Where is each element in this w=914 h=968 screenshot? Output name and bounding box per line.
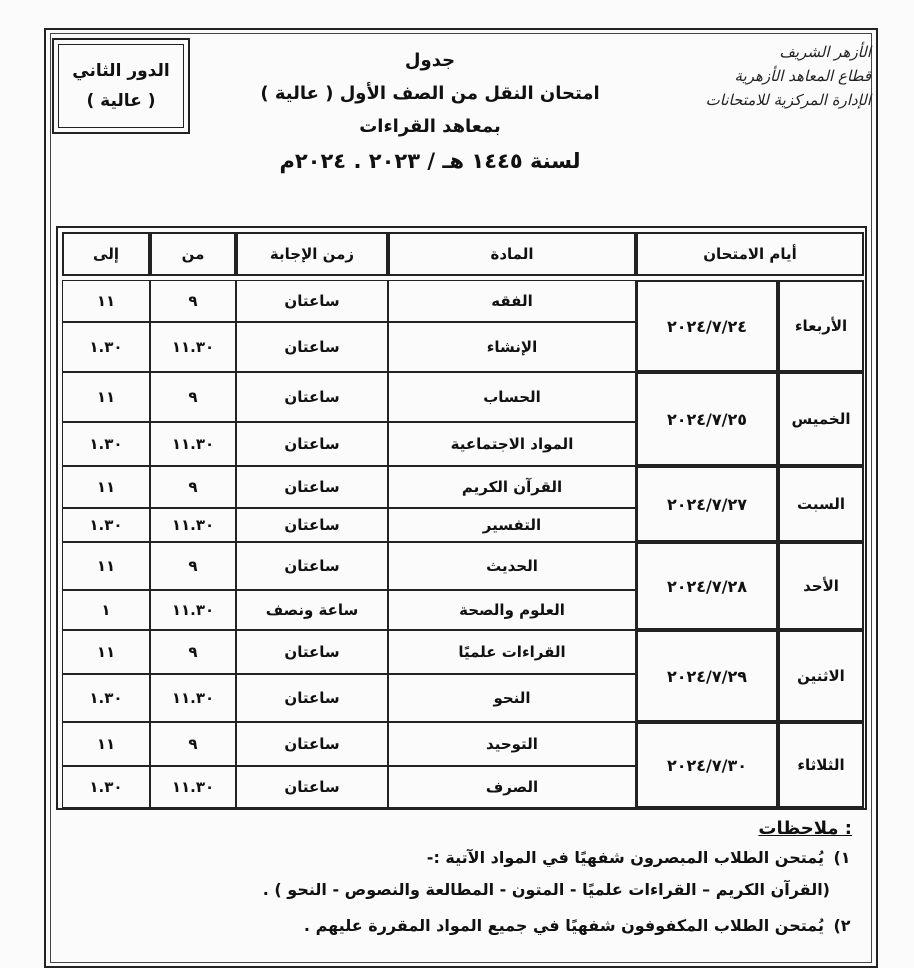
to-time-cell: ١.٣٠ [62,422,150,466]
from-time-cell: ١١.٣٠ [150,422,236,466]
title-exam: امتحان النقل من الصف الأول ( عالية ) [260,83,600,104]
date-cell: ٢٠٢٤/٧/٢٤ [636,280,778,372]
duration-cell: ساعتان [236,722,388,766]
subject-cell: القرآن الكريم [388,466,636,508]
exam-schedule-table [56,226,867,810]
notes-heading: ملاحظات : [758,818,852,839]
day-cell: الثلاثاء [778,722,864,808]
from-time-cell: ٩ [150,466,236,508]
from-time-cell: ٩ [150,542,236,590]
header-days: أيام الامتحان [636,232,864,276]
subject-cell: الحساب [388,372,636,422]
logo-line: الأزهر الشريف [779,43,871,61]
day-cell: الاثنين [778,630,864,722]
subject-cell: الحديث [388,542,636,590]
exam-round-box [52,38,190,134]
note-item: ١)يُمتحن الطلاب المبصرون شفهيًا في المواد الآتية :- [426,848,851,867]
logo-line: الإدارة المركزية للامتحانات [705,91,871,109]
duration-cell: ساعتان [236,508,388,542]
exam-level-label: ( عالية ) [86,91,156,111]
from-time-cell: ٩ [150,280,236,322]
subject-cell: الفقه [388,280,636,322]
from-time-cell: ١١.٣٠ [150,322,236,372]
to-time-cell: ١١ [62,372,150,422]
title-institutes: بمعاهد القراءات [359,116,501,137]
header-from: من [150,232,236,276]
azhar-logo-text [683,40,871,112]
to-time-cell: ١ [62,590,150,630]
duration-cell: ساعتان [236,766,388,808]
duration-cell: ساعتان [236,372,388,422]
from-time-cell: ٩ [150,372,236,422]
duration-cell: ساعتان [236,542,388,590]
from-time-cell: ٩ [150,630,236,674]
note-item: (القرآن الكريم – القراءات علميًا - المتون - المطالعة والنصوص - النحو ) . [262,880,830,899]
subject-cell: التوحيد [388,722,636,766]
day-cell: الخميس [778,372,864,466]
day-cell: الأحد [778,542,864,630]
from-time-cell: ١١.٣٠ [150,590,236,630]
to-time-cell: ١١ [62,722,150,766]
to-time-cell: ١١ [62,466,150,508]
date-cell: ٢٠٢٤/٧/٢٩ [636,630,778,722]
duration-cell: ساعتان [236,674,388,722]
to-time-cell: ١.٣٠ [62,674,150,722]
day-cell: الأربعاء [778,280,864,372]
title-schedule: جدول [404,50,456,71]
header-duration: زمن الإجابة [236,232,388,276]
from-time-cell: ١١.٣٠ [150,674,236,722]
to-time-cell: ١١ [62,542,150,590]
exam-round-label: الدور الثاني [72,61,170,81]
duration-cell: ساعة ونصف [236,590,388,630]
subject-cell: النحو [388,674,636,722]
subject-cell: الإنشاء [388,322,636,372]
from-time-cell: ١١.٣٠ [150,508,236,542]
duration-cell: ساعتان [236,630,388,674]
logo-line: قطاع المعاهد الأزهرية [734,67,871,85]
subject-cell: العلوم والصحة [388,590,636,630]
duration-cell: ساعتان [236,322,388,372]
to-time-cell: ١١ [62,280,150,322]
from-time-cell: ١١.٣٠ [150,766,236,808]
duration-cell: ساعتان [236,280,388,322]
duration-cell: ساعتان [236,466,388,508]
title-year: لسنة ١٤٤٥ هـ / ٢٠٢٣ . ٢٠٢٤م [279,149,581,173]
document-title [220,44,640,178]
duration-cell: ساعتان [236,422,388,466]
subject-cell: الصرف [388,766,636,808]
date-cell: ٢٠٢٤/٧/٣٠ [636,722,778,808]
day-cell: السبت [778,466,864,542]
subject-cell: المواد الاجتماعية [388,422,636,466]
subject-cell: القراءات علميًا [388,630,636,674]
date-cell: ٢٠٢٤/٧/٢٨ [636,542,778,630]
header-to: إلى [62,232,150,276]
subject-cell: التفسير [388,508,636,542]
to-time-cell: ١١ [62,630,150,674]
to-time-cell: ١.٣٠ [62,766,150,808]
header-subject: المادة [388,232,636,276]
date-cell: ٢٠٢٤/٧/٢٥ [636,372,778,466]
to-time-cell: ١.٣٠ [62,508,150,542]
from-time-cell: ٩ [150,722,236,766]
to-time-cell: ١.٣٠ [62,322,150,372]
date-cell: ٢٠٢٤/٧/٢٧ [636,466,778,542]
note-item: ٢)يُمتحن الطلاب المكفوفون شفهيًا في جميع المواد المقررة عليهم . [303,916,851,935]
